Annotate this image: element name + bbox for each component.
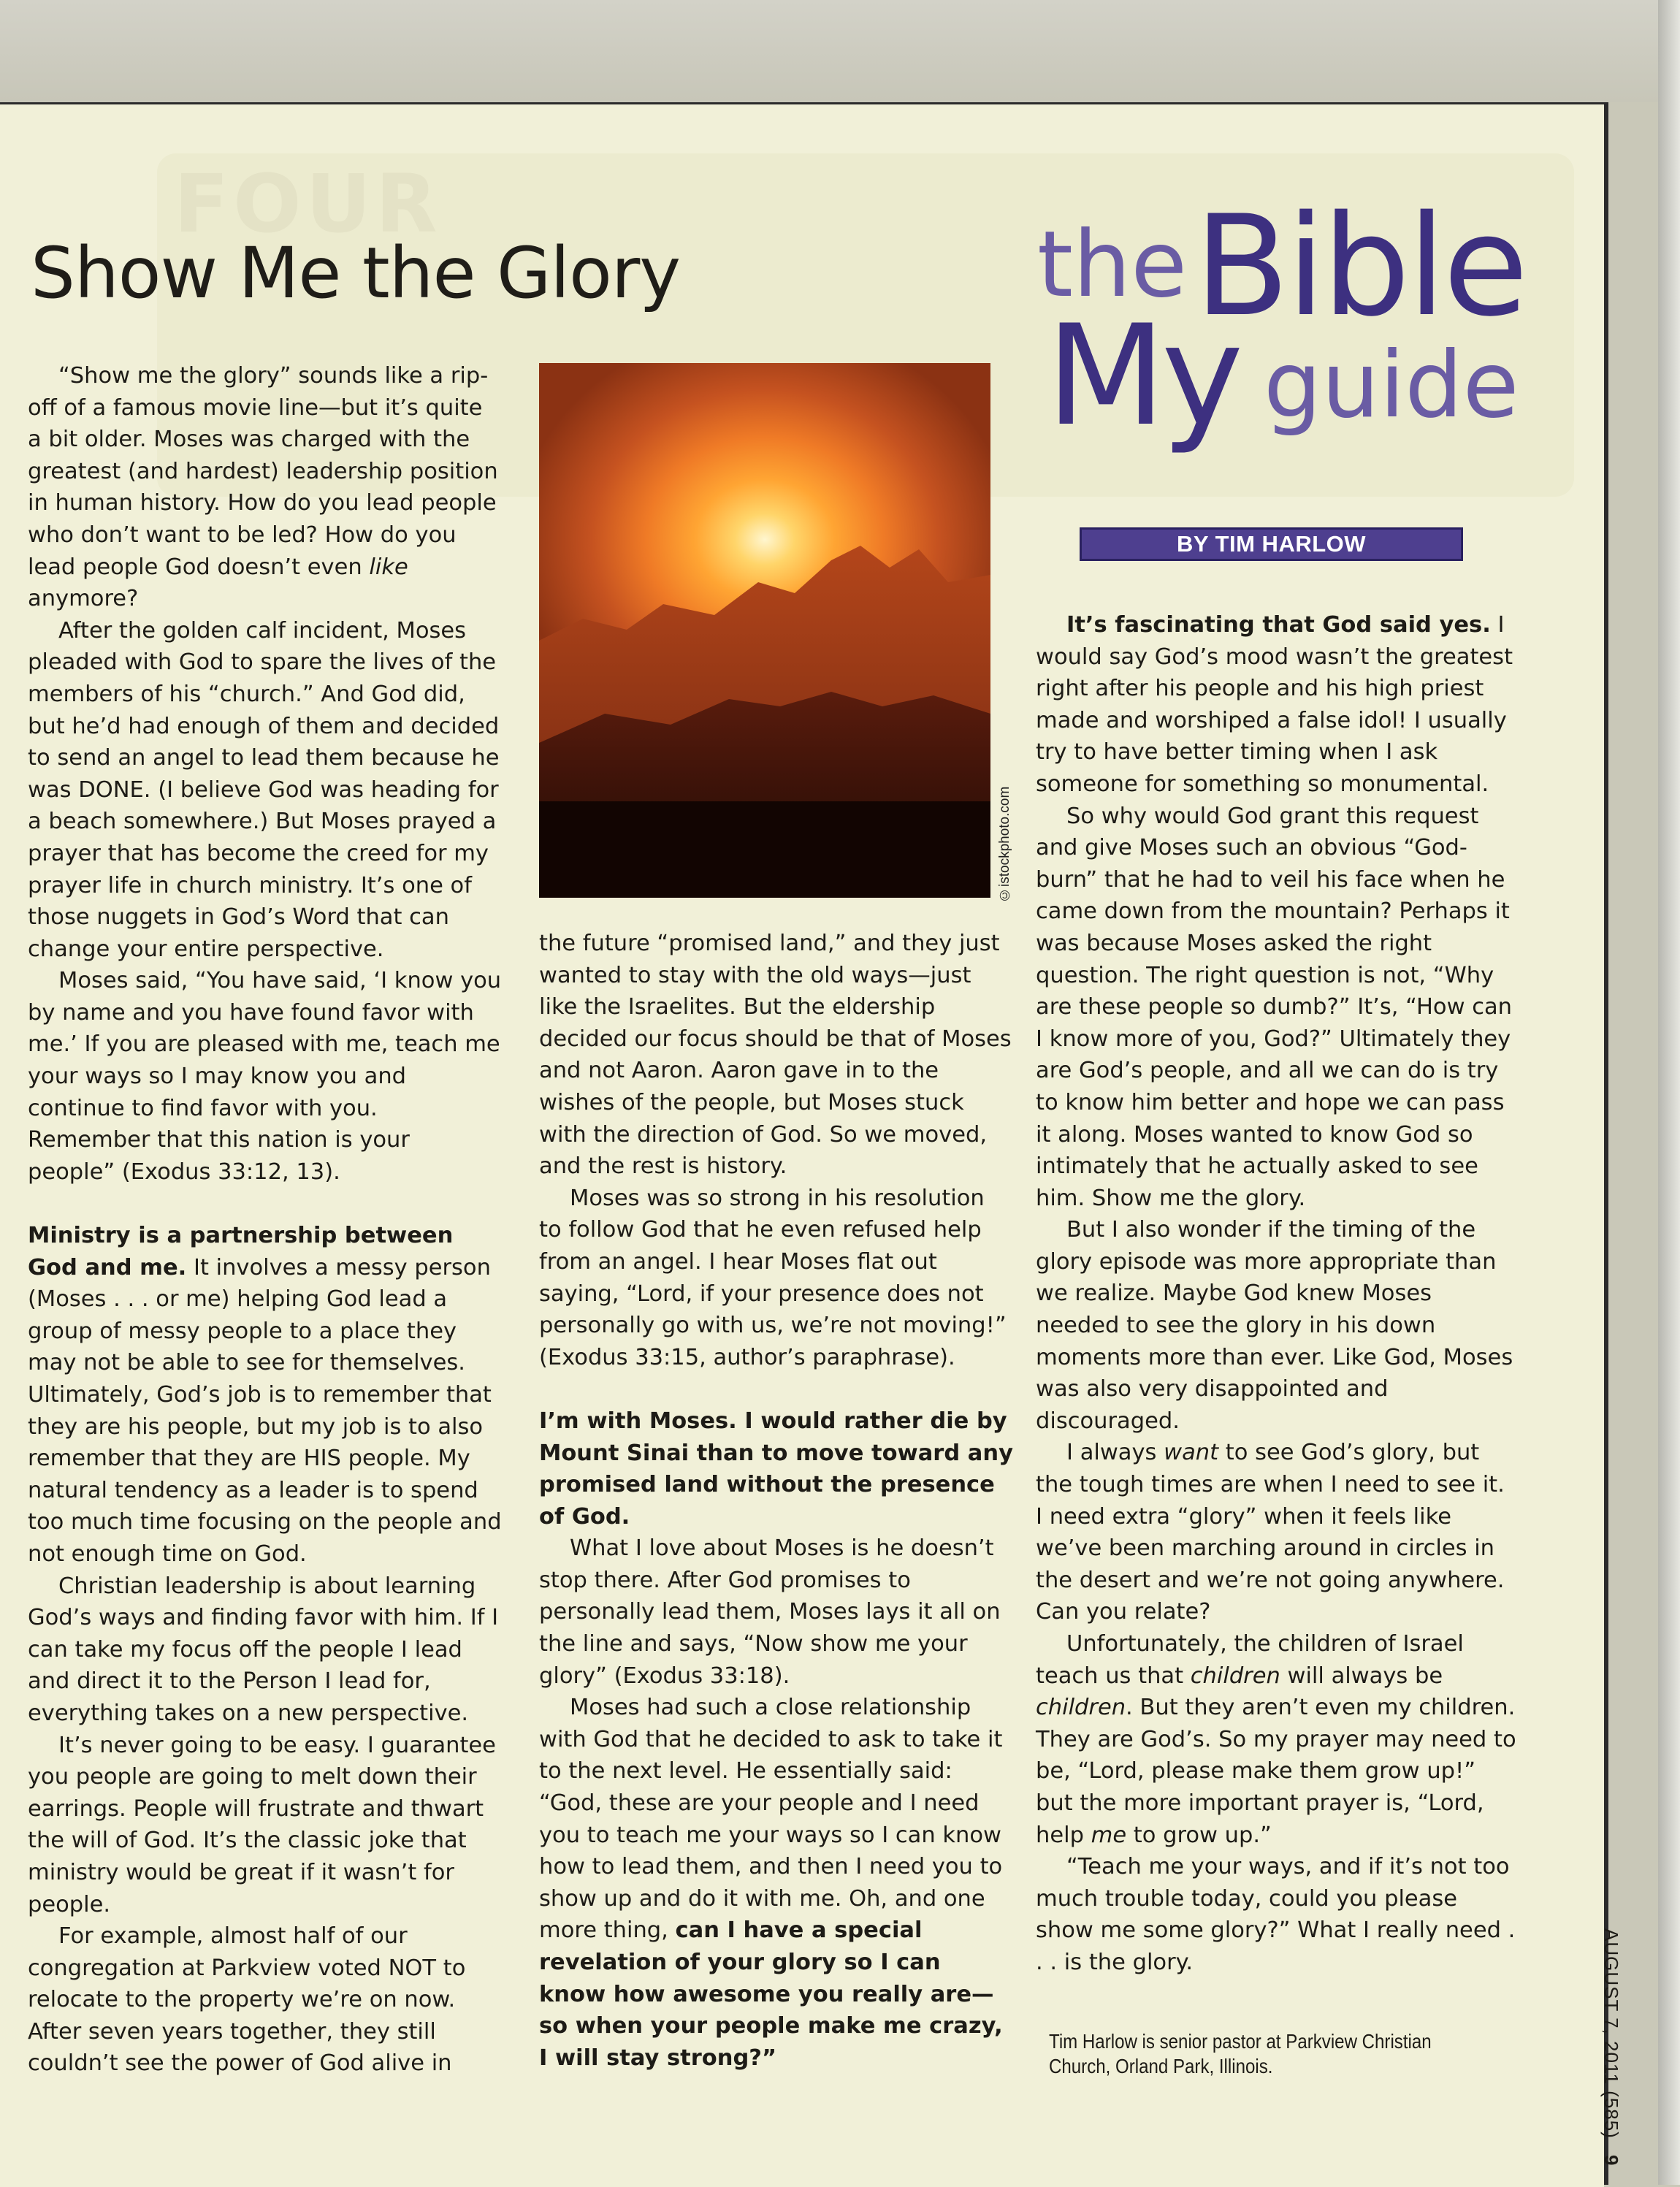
paragraph: Moses was so strong in his resolution to follow God that he even refused help from an angel. I hear Moses flat out saying, “Lord, if your presence does not personally go with us, we’re not moving!” (Exodus 33:15, author’s paraphrase). <box>539 1185 1007 1370</box>
column-logo <box>1030 186 1541 486</box>
logo-word-the: the <box>1037 212 1188 318</box>
paragraph: For example, almost half of our congregation at Parkview voted NOT to relocate to the property we’re on now. After seven years together, they still couldn’t see the power of God alive in <box>28 1923 466 2077</box>
photo-credit: ©istockphoto.com <box>997 786 1012 902</box>
paragraph: But I also wonder if the timing of the glory episode was more appropriate than we realize. Maybe God knew Moses needed to see the glory in his down moments more than ever. Like God, Moses was also very disappointed and discouraged. <box>1036 1217 1513 1434</box>
paragraph: Unfortunately, the children of Israel teach us that children will always be children. But they aren’t even my children. They are God’s. So my prayer may need to be, “Lord, please make them grow up!” but the more important prayer is, “Lord, help me to grow up.” <box>1036 1631 1516 1848</box>
author-bio: Tim Harlow is senior pastor at Parkview Christian Church, Orland Park, Illinois. <box>1049 2030 1432 2077</box>
paragraph-callout: I’m with Moses. I would rather die by Mount Sinai than to move toward any promised land without the presence of God. <box>539 1408 1013 1530</box>
paragraph: Moses had such a close relationship with God that he decided to ask to take it to the next level. He essentially said: “God, these are your people and I need you to teach me your ways so I can know how to lead them, and then I need you to show up and do it with me. Oh, and one more thing, can I have a special revelation of your glory so I can know how awesome you really are—so when your people make me crazy, I will stay strong?” <box>539 1695 1003 2071</box>
article-title: Show Me the Glory <box>31 232 681 314</box>
paragraph: the future “promised land,” and they just wanted to stay with the old ways—just like the Israelites. But the eldership decided our focus should be that of Moses and not Aaron. Aaron gave in to the wishes of the people, but Moses stuck with the direction of God. So we moved, and the rest is history. <box>539 931 1012 1180</box>
show-through-text: FOUR <box>174 157 442 251</box>
paragraph: What I love about Moses is he doesn’t stop there. After God promises to personally lead them, Moses lays it all on the line and says, “Now show me your glory” (Exodus 33:18). <box>539 1535 1001 1689</box>
article-column-1 <box>28 360 503 2080</box>
folio-issue: (585) <box>1600 2091 1622 2139</box>
article-column-3 <box>1036 609 1518 1979</box>
byline: BY TIM HARLOW <box>1080 527 1463 561</box>
paragraph-lead: Ministry is a partnership between God and me. It involves a messy person (Moses . . . or me) helping God lead a group of messy people to a place they may not be able to see for themselves. Ultimately, God’s job is to remember that they are his people, but my job is to also remember that they are HIS people. My natural tendency as a leader is to spend too much time focusing on the people and not enough time on God. <box>28 1223 502 1567</box>
paragraph: “Teach me your ways, and if it’s not too much trouble today, could you please show me some glory?” What I really need . . . is the glory. <box>1036 1854 1516 1975</box>
page-frame-edge <box>1604 102 1608 2185</box>
paragraph: I always want to see God’s glory, but the tough times are when I need to see it. I need extra “glory” when it feels like we’ve been marching around in circles in the desert and we’re not going anywhere. Can you relate? <box>1036 1440 1505 1625</box>
paragraph: After the golden calf incident, Moses pleaded with God to spare the lives of the members of his “church.” And God did, but he’d had enough of them and decided to send an angel to lead them because he was DONE. (I believe God was heading for a beach somewhere.) But Moses prayed a prayer that has become the creed for my prayer life in church ministry. It’s one of those nuggets in God’s Word that can change your entire perspective. <box>28 617 500 962</box>
page-number: 9 <box>1600 2155 1622 2167</box>
paragraph: “Show me the glory” sounds like a rip-off of a famous movie line—but it’s quite a bit older. Moses was charged with the greatest (and hardest) leadership position in human history. How do you lead people who don’t want to be led? How do you lead people God doesn’t even like anymore? <box>28 363 498 612</box>
paragraph-lead: It’s fascinating that God said yes. I would say God’s mood wasn’t the greatest right after his people and his high priest made and worshiped a false idol! I usually try to have better timing when I ask someone for something so monumental. <box>1036 612 1513 797</box>
sunset-photo <box>539 363 990 898</box>
scan-background-top <box>0 0 1658 102</box>
paragraph: So why would God grant this request and give Moses such an obvious “God-burn” that he had to veil his face when he came down from the mountain? Perhaps it was because Moses asked the right question. The right question is not, “Why are these people so dumb?” It’s, “How can I know more of you, God?” Ultimately they are God’s people, and all we can do is try to know him better and hope we can pass it along. Moses wanted to know God so intimately that he actually asked to see him. Show me the glory. <box>1036 803 1513 1211</box>
logo-word-bible: Bible <box>1194 186 1526 347</box>
page-folio <box>1593 1928 1622 2167</box>
logo-word-guide: guide <box>1264 332 1519 438</box>
paragraph: It’s never going to be easy. I guarantee you people are going to melt down their earrings. People will frustrate and thwart the will of God. It’s the classic joke that ministry would be great if it wasn’t for people. <box>28 1732 496 1917</box>
mountain-silhouette <box>539 363 990 898</box>
paragraph: Christian leadership is about learning God’s ways and finding favor with him. If I can take my focus off the people I lead and direct it to the Person I lead for, everything takes on a new perspective. <box>28 1573 499 1726</box>
page-binding-edge <box>1658 0 1680 2185</box>
logo-word-my: My <box>1046 295 1240 457</box>
article-column-2 <box>539 928 1014 2074</box>
paragraph: Moses said, “You have said, ‘I know you by name and you have found favor with me.’ If you are pleased with me, teach me your ways so I may know you and continue to find favor with you. Remember that this nation is your people” (Exodus 33:12, 13). <box>28 968 502 1185</box>
folio-date: AUGUST 7, 2011 <box>1600 1928 1622 2085</box>
